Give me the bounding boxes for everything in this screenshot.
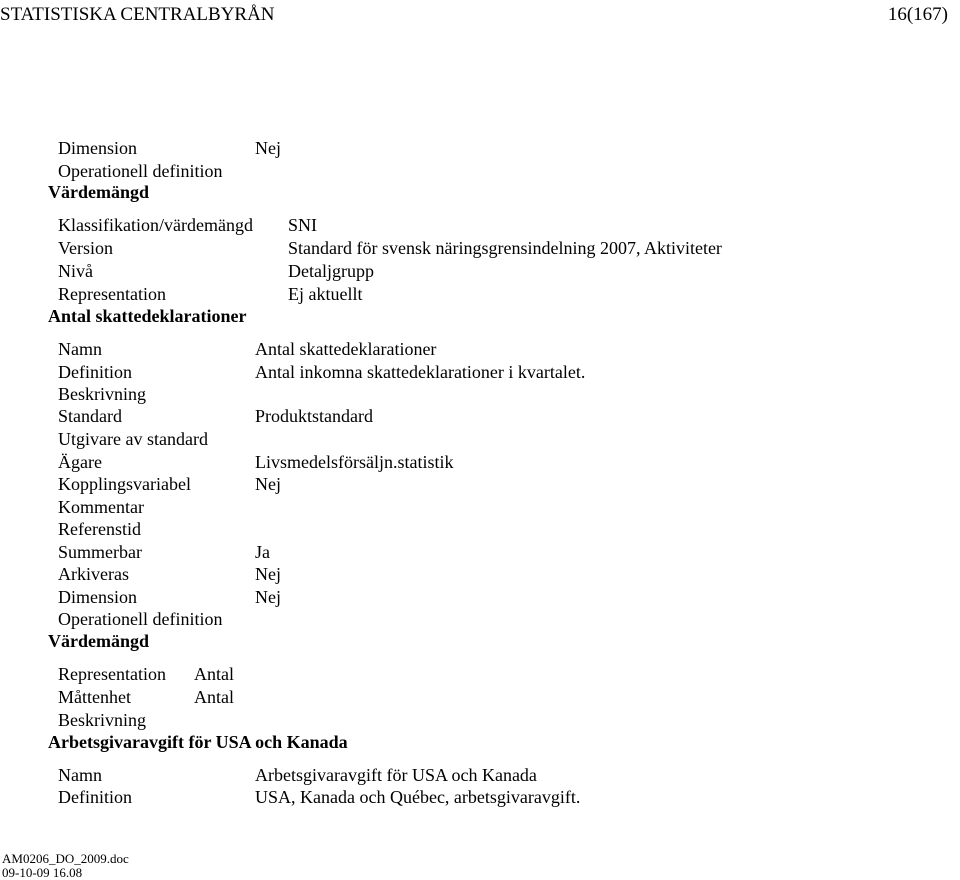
klass-value: SNI <box>288 215 318 235</box>
namn3-label: Namn <box>58 765 102 785</box>
beskrivning-label: Beskrivning <box>58 384 146 404</box>
agare-label: Ägare <box>58 452 102 472</box>
namn-value: Antal skattedeklarationer <box>255 339 437 359</box>
vardemangd2-heading: Värdemängd <box>48 631 150 651</box>
namn3-value: Arbetsgivaravgift för USA och Kanada <box>255 765 537 785</box>
koppling-value: Nej <box>255 474 281 494</box>
standard-label: Standard <box>58 406 122 426</box>
agare-value: Livsmedelsförsäljn.statistik <box>255 452 454 472</box>
repr2-value: Antal <box>194 664 234 684</box>
summerbar-label: Summerbar <box>58 542 142 562</box>
repr-label: Representation <box>58 284 166 304</box>
section-heading-antal: Antal skattedeklarationer <box>48 306 247 326</box>
koppling-label: Kopplingsvariabel <box>58 474 191 494</box>
definition3-label: Definition <box>58 787 132 807</box>
kommentar-label: Kommentar <box>58 497 144 517</box>
definition3-value: USA, Kanada och Québec, arbetsgivaravgift. <box>255 787 581 807</box>
repr-value: Ej aktuellt <box>288 284 363 304</box>
referenstid-label: Referenstid <box>58 519 141 539</box>
definition-label: Definition <box>58 362 132 382</box>
klass-label: Klassifikation/värdemängd <box>58 215 253 235</box>
arkiveras-value: Nej <box>255 564 281 584</box>
vardemangd-heading: Värdemängd <box>48 182 150 202</box>
beskrivning2-label: Beskrivning <box>58 710 146 730</box>
mattenhet-label: Måttenhet <box>58 687 131 707</box>
repr2-label: Representation <box>58 664 166 684</box>
opdef2-label: Operationell definition <box>58 609 223 629</box>
summerbar-value: Ja <box>255 542 270 562</box>
definition-value: Antal inkomna skattedeklarationer i kvartalet. <box>255 362 586 382</box>
utgivare-label: Utgivare av standard <box>58 429 208 449</box>
arkiveras-label: Arkiveras <box>58 564 129 584</box>
namn-label: Namn <box>58 339 102 359</box>
opdef-label: Operationell definition <box>58 161 223 181</box>
footer-datetime: 09-10-09 16.08 <box>2 865 83 880</box>
niva-value: Detaljgrupp <box>288 261 374 281</box>
page-number: 16(167) <box>887 4 948 25</box>
version-label: Version <box>58 238 113 258</box>
dimension2-label: Dimension <box>58 587 137 607</box>
section-heading-arbets: Arbetsgivaravgift för USA och Kanada <box>48 732 348 752</box>
footer-filename: AM0206_DO_2009.doc <box>2 851 129 866</box>
dimension2-value: Nej <box>255 587 281 607</box>
dimension-value: Nej <box>255 138 281 158</box>
document-header-org: STATISTISKA CENTRALBYRÅN <box>0 4 275 25</box>
niva-label: Nivå <box>58 261 93 281</box>
dimension-label: Dimension <box>58 138 137 158</box>
version-value: Standard för svensk näringsgrensindelning 2007, Aktiviteter <box>288 238 722 258</box>
standard-value: Produktstandard <box>255 406 373 426</box>
mattenhet-value: Antal <box>194 687 234 707</box>
